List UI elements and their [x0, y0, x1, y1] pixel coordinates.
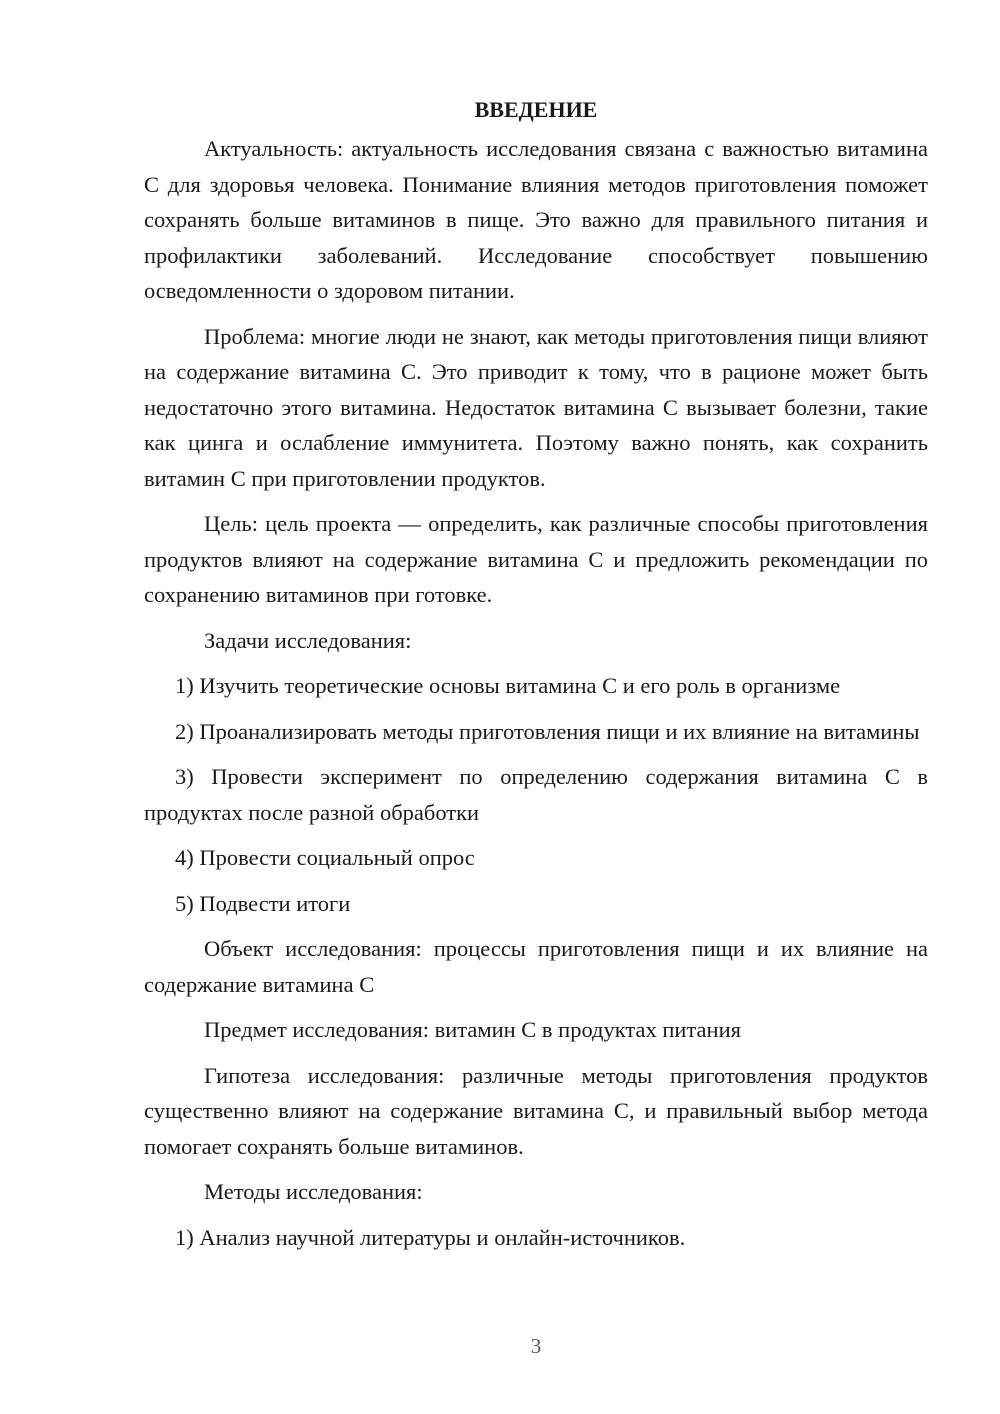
- paragraph-problem: Проблема: многие люди не знают, как методы приготовления пищи влияют на содержание витамина С. Это приводит к тому, что в рационе может быть недостаточно этого витамина. Недостаток витамина С вызывает болезни, такие как цинга и ослабление иммунитета. Поэтому важно понять, как сохранить витамин С при приготовлении продуктов.: [144, 323, 928, 491]
- methods-heading: Методы исследования:: [204, 1179, 423, 1204]
- page-title: ВВЕДЕНИЕ: [474, 97, 598, 122]
- paragraph-goal: Цель: цель проекта — определить, как различные способы приготовления продуктов влияют на содержание витамина С и предложить рекомендации по сохранению витаминов при готовке.: [144, 511, 928, 607]
- task-item-5: 5) Подвести итоги: [175, 890, 351, 916]
- tasks-heading: Задачи исследования:: [204, 627, 412, 653]
- paragraph-object: Объект исследования: процессы приготовления пищи и их влияние на содержание витамина С: [144, 936, 928, 997]
- task-item-4: 4) Провести социальный опрос: [175, 845, 475, 870]
- task-item-3: 3) Провести эксперимент по определению содержания витамина С в продуктах после разной обработки: [144, 764, 928, 825]
- task-item-2: 2) Проанализировать методы приготовления пищи и их влияние на витамины: [175, 718, 920, 744]
- paragraph-subject: Предмет исследования: витамин С в продуктах питания: [204, 1017, 741, 1042]
- method-item-1: 1) Анализ научной литературы и онлайн-источников.: [175, 1224, 686, 1250]
- paragraph-relevance: Актуальность: актуальность исследования связана с важностью витамина С для здоровья человека. Понимание влияния методов приготовления поможет сохранять больше витаминов в пище. Это важно для правильного питания и профилактики заболеваний. Исследование способствует повышению осведомленности о здоровом питании.: [144, 136, 928, 303]
- task-item-1: 1) Изучить теоретические основы витамина С и его роль в организме: [175, 673, 841, 698]
- page-content: [144, 92, 928, 1265]
- page-number: 3: [530, 1334, 542, 1358]
- paragraph-hypothesis: Гипотеза исследования: различные методы приготовления продуктов существенно влияют на содержание витамина С, и правильный выбор метода помогает сохранять больше витаминов.: [144, 1062, 928, 1159]
